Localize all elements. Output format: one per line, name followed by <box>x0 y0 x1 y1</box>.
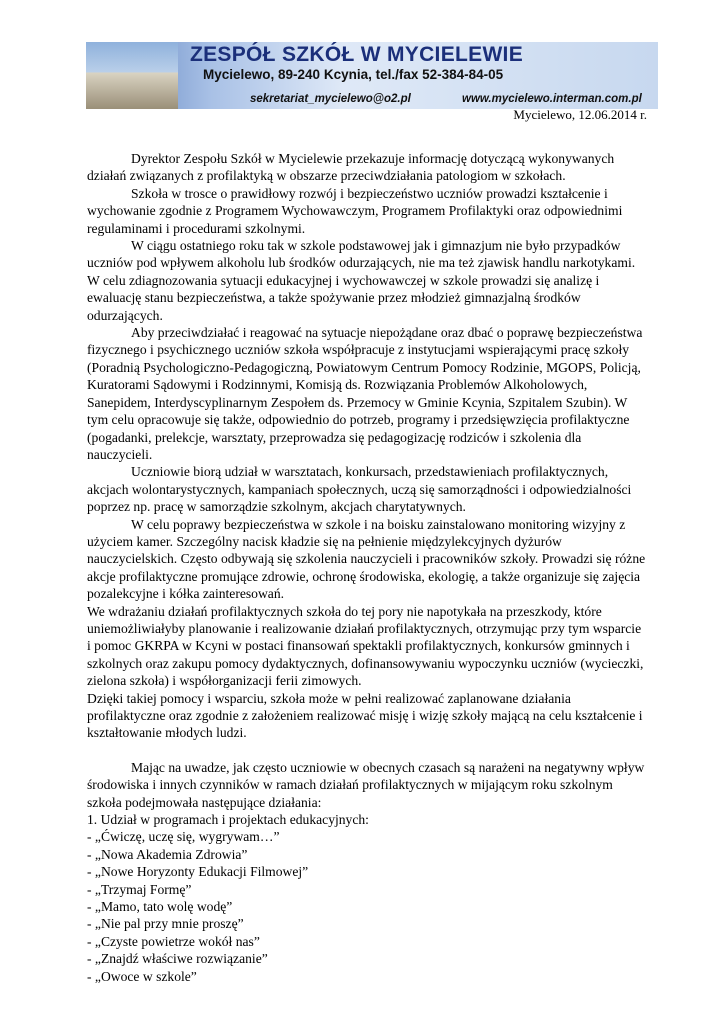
school-email: sekretariat_mycielewo@o2.pl <box>250 93 411 105</box>
letterhead <box>86 42 658 109</box>
document-date: Mycielewo, 12.06.2014 r. <box>513 107 647 122</box>
paragraph: W celu zdiagnozowania sytuacji edukacyjnej i wychowawczej w szkole prowadzi się analizę i ewaluację stanu bezpieczeństwa, a także spożywanie przez młodzież gimnazjalną środków odurzających. <box>87 272 600 323</box>
section-heading: 1. Udział w programach i projektach edukacyjnych: <box>87 812 369 828</box>
list-item: - „Owoce w szkole” <box>87 968 197 984</box>
paragraph: W celu poprawy bezpieczeństwa w szkole i na boisku zainstalowano monitoring wizyjny z użyciem kamer. Szczególny nacisk kładzie się na pełnienie międzylekcyjnych dyżurów nauczycielskich. Często odbywają się szkolenia nauczycieli i pracowników szkoły. Prowadzi się różne akcje profilaktyczne promujące zdrowie, ochronę środowiska, ekologię, a także organizuje się zajęcia pozalekcyjne i kółka zainteresowań. <box>87 516 646 602</box>
paragraph: Mając na uwadze, jak często uczniowie w obecnych czasach są narażeni na negatywny wpływ środowiska i innych czynników w ramach działań profilaktycznych w mijającym roku szkolnym szkoła podejmowała następujące działania: <box>87 759 645 810</box>
paragraph: Dzięki takiej pomocy i wsparciu, szkoła może w pełni realizować zaplanowane działania profilaktyczne oraz zgodnie z założeniem realizować misję i wizję szkoły mającą na celu kształcenie i kształtowanie młodych ludzi. <box>87 690 643 741</box>
list-item: - „Nowa Akademia Zdrowia” <box>87 846 248 862</box>
program-list <box>87 828 647 985</box>
paragraph: W ciągu ostatniego roku tak w szkole podstawowej jak i gimnazjum nie było przypadków uczniów pod wpływem alkoholu lub środków odurzających, nie ma też zjawisk handlu narkotykami. <box>87 238 636 271</box>
list-item: - „Ćwiczę, uczę się, wygrywam…” <box>87 829 280 845</box>
paragraph: Uczniowie biorą udział w warsztatach, konkursach, przedstawieniach profilaktycznych, akcjach wolontarystycznych, kampaniach społecznych, uczą się samorządności i odpowiedzialności poprzez np. pracę w samorządzie szkolnym, akcjach charytatywnych. <box>87 464 632 515</box>
list-item: - „Znajdź właściwe rozwiązanie” <box>87 951 268 967</box>
paragraph: Szkoła w trosce o prawidłowy rozwój i bezpieczeństwo uczniów prowadzi kształcenie i wychowanie zgodnie z Programem Wychowawczym, Programem Profilaktyki oraz odpowiednimi regulaminami i procedurami szkolnymi. <box>87 185 623 236</box>
paragraph: Aby przeciwdziałać i reagować na sytuacje niepożądane oraz dbać o poprawę bezpieczeństwa fizycznego i psychicznego uczniów szkoła współpracuje z instytucjami wspierającymi pracę szkoły (Poradnią Psychologiczno-Pedagogiczną, Powiatowym Centrum Pomocy Rodzinie, MGOPS, Policją, Kuratorami Sądowymi i Rodzinnymi, Komisją ds. Rozwiązania Problemów Alkoholowych, Sanepidem, Interdyscyplinarnym Zespołem ds. Przemocy w Gminie Kcynia, Szpitalem Szubin). W tym celu opracowuje się także, odpowiednio do potrzeb, programy i przedsięwzięcia profilaktyczne (pogadanki, prelekcje, warsztaty, przeprowadza się pedagogizację rodziców i szkolenia dla nauczycieli. <box>87 325 643 462</box>
paragraph: We wdrażaniu działań profilaktycznych szkoła do tej pory nie napotykała na przeszkody, które uniemożliwiałyby planowanie i realizowanie działań profilaktycznych, otrzymując przy tym wsparcie i pomoc GKRPA w Kcyni w postaci finansowań spektakli profilaktycznych, konkursów gminnych i szkolnych oraz zakupu pomocy dydaktycznych, dofinansowywaniu wypoczynku uczniów (wycieczki, zielona szkoła) i współorganizacji ferii zimowych. <box>87 603 644 689</box>
list-item: - „Czyste powietrze wokół nas” <box>87 933 260 949</box>
list-item: - „Nowe Horyzonty Edukacji Filmowej” <box>87 864 309 880</box>
list-item: - „Trzymaj Formę” <box>87 881 192 897</box>
letter-body <box>87 150 647 985</box>
list-item: - „Mamo, tato wolę wodę” <box>87 899 233 915</box>
school-address: Mycielewo, 89-240 Kcynia, tel./fax 52-384-84-05 <box>203 67 504 82</box>
paragraph: Dyrektor Zespołu Szkół w Mycielewie przekazuje informację dotyczącą wykonywanych działań związanych z profilaktyką w obszarze przeciwdziałania patologiom w szkołach. <box>87 151 615 184</box>
school-website: www.mycielewo.interman.com.pl <box>462 93 642 105</box>
list-item: - „Nie pal przy mnie proszę” <box>87 916 244 932</box>
school-name: ZESPÓŁ SZKÓŁ W MYCIELEWIE <box>190 43 523 66</box>
school-building-photo <box>86 42 178 109</box>
